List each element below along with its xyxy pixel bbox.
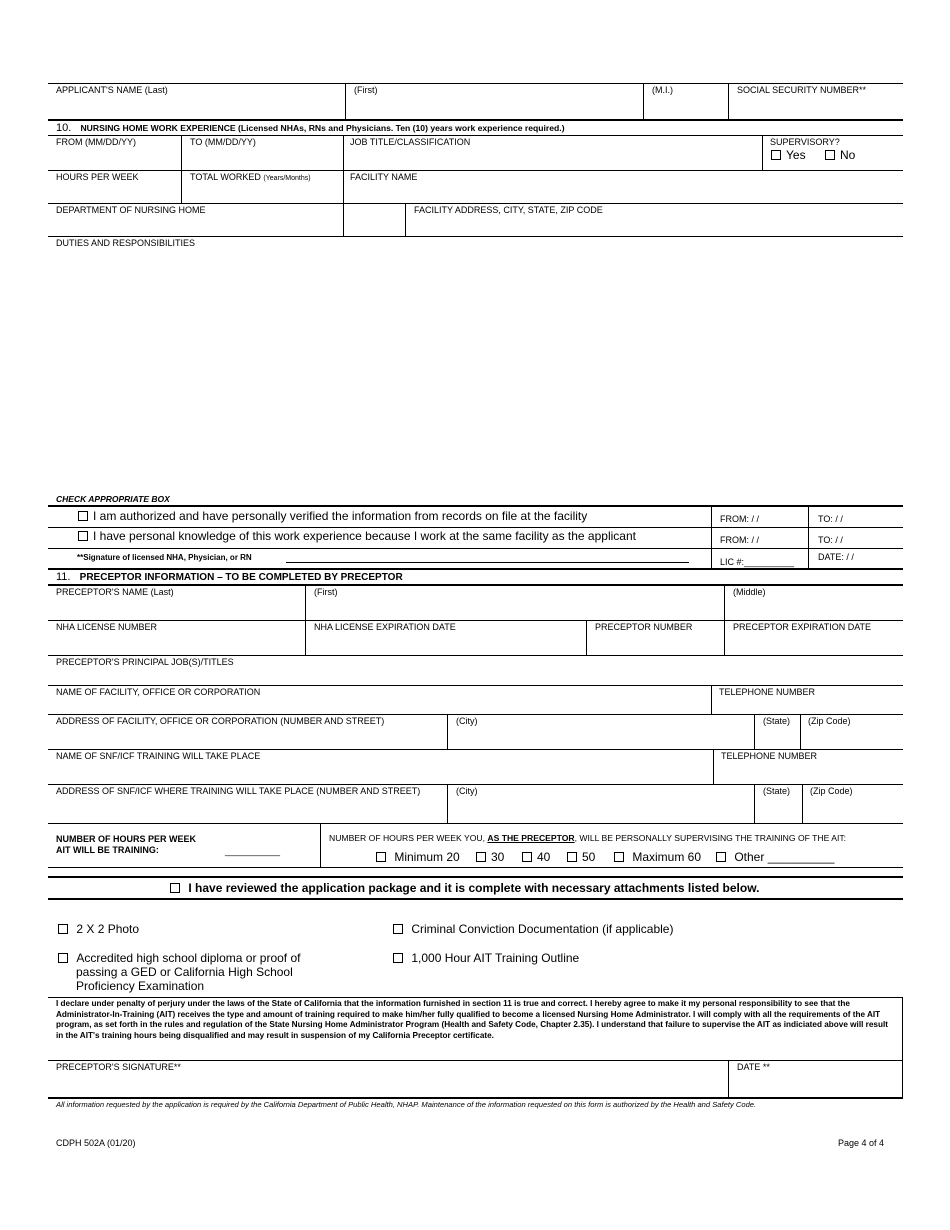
principal-jobs-label: PRECEPTOR'S PRINCIPAL JOB(S)/TITLES bbox=[56, 657, 234, 667]
snf-name-label: NAME OF SNF/ICF TRAINING WILL TAKE PLACE bbox=[56, 751, 261, 761]
photo-label: 2 X 2 Photo bbox=[76, 922, 140, 936]
zip2-label: (Zip Code) bbox=[810, 786, 853, 796]
section-11-number: 11. bbox=[56, 571, 71, 583]
preceptor-exp-label: PRECEPTOR EXPIRATION DATE bbox=[733, 622, 872, 632]
photo-item[interactable] bbox=[58, 922, 139, 936]
page-number: Page 4 of 4 bbox=[838, 1138, 885, 1148]
department-label: DEPARTMENT OF NURSING HOME bbox=[56, 205, 206, 215]
preceptor-middle-label: (Middle) bbox=[733, 587, 766, 597]
applicant-first-label: (First) bbox=[354, 85, 378, 95]
hours-option-30[interactable] bbox=[476, 850, 504, 864]
diploma-item[interactable] bbox=[58, 951, 300, 965]
outline-label: 1,000 Hour AIT Training Outline bbox=[411, 951, 580, 965]
h40-checkbox[interactable] bbox=[522, 852, 532, 862]
verified-checkbox[interactable] bbox=[78, 511, 88, 521]
ait-hours-blank[interactable]: ___________ bbox=[225, 846, 281, 856]
hours-option-min20[interactable] bbox=[376, 850, 460, 864]
diploma-label-line2: passing a GED or California High School bbox=[76, 965, 293, 979]
supervisory-yes-option[interactable] bbox=[771, 148, 806, 162]
supervisory-no-option[interactable] bbox=[825, 148, 855, 162]
to-date-label: TO (MM/DD/YY) bbox=[190, 137, 256, 147]
yes-checkbox[interactable] bbox=[771, 150, 781, 160]
total-worked-label bbox=[190, 172, 311, 184]
city1-label: (City) bbox=[456, 716, 478, 726]
to2-label: TO: / / bbox=[818, 535, 843, 545]
section-10-title: NURSING HOME WORK EXPERIENCE (Licensed NHAs, RNs and Physicians. Ten (10) years work experience required.) bbox=[80, 123, 565, 133]
ait-hours-line1: NUMBER OF HOURS PER WEEK bbox=[56, 834, 197, 844]
telephone1-label: TELEPHONE NUMBER bbox=[719, 687, 816, 697]
section-10-heading bbox=[56, 122, 565, 135]
max60-checkbox[interactable] bbox=[614, 852, 624, 862]
outline-checkbox[interactable] bbox=[393, 953, 403, 963]
outline-item[interactable] bbox=[393, 951, 579, 965]
supervising-label-pre: NUMBER OF HOURS PER WEEK YOU, bbox=[329, 833, 488, 843]
verified-option[interactable] bbox=[78, 509, 587, 523]
snf-address-label: ADDRESS OF SNF/ICF WHERE TRAINING WILL TAKE PLACE (NUMBER AND STREET) bbox=[56, 786, 421, 796]
personal-knowledge-checkbox[interactable] bbox=[78, 531, 88, 541]
preceptor-signature-label: PRECEPTOR'S SIGNATURE** bbox=[56, 1062, 181, 1072]
hours-option-50[interactable] bbox=[567, 850, 595, 864]
date-label: DATE: / / bbox=[818, 552, 854, 562]
nha-exp-label: NHA LICENSE EXPIRATION DATE bbox=[314, 622, 456, 632]
hours-per-week-label: HOURS PER WEEK bbox=[56, 172, 139, 182]
personal-knowledge-option[interactable] bbox=[78, 529, 636, 543]
max60-label: Maximum 60 bbox=[632, 850, 702, 864]
facility-office-address-label: ADDRESS OF FACILITY, OFFICE OR CORPORATION (NUMBER AND STREET) bbox=[56, 716, 385, 726]
personal-knowledge-label: I have personal knowledge of this work experience because I work at the same facility as the applicant bbox=[93, 529, 636, 543]
yes-label: Yes bbox=[786, 148, 806, 162]
verified-label: I am authorized and have personally verified the information from records on file at the facility bbox=[93, 509, 588, 523]
hours-option-max60[interactable] bbox=[614, 850, 701, 864]
from1-label: FROM: / / bbox=[720, 514, 759, 524]
telephone2-label: TELEPHONE NUMBER bbox=[721, 751, 818, 761]
supervisory-label: SUPERVISORY? bbox=[770, 137, 840, 147]
section-11-title: PRECEPTOR INFORMATION – TO BE COMPLETED BY PRECEPTOR bbox=[79, 572, 403, 583]
total-worked-text: TOTAL WORKED bbox=[190, 172, 261, 182]
h40-label: 40 bbox=[537, 850, 551, 864]
state2-label: (State) bbox=[763, 786, 791, 796]
criminal-label: Criminal Conviction Documentation (if applicable) bbox=[411, 922, 674, 936]
supervising-label-emphasis: AS THE PRECEPTOR bbox=[487, 833, 575, 843]
job-title-label: JOB TITLE/CLASSIFICATION bbox=[350, 137, 471, 147]
applicant-mi-label: (M.I.) bbox=[652, 85, 673, 95]
hours-option-other[interactable] bbox=[716, 850, 834, 864]
signature-label: **Signature of licensed NHA, Physician, or RN bbox=[77, 553, 252, 562]
review-statement-text: I have reviewed the application package and it is complete with necessary attachments listed below. bbox=[188, 881, 760, 895]
section-11-heading bbox=[56, 571, 403, 584]
supervising-label bbox=[329, 833, 846, 844]
ssn-label: SOCIAL SECURITY NUMBER** bbox=[737, 85, 867, 95]
hours-option-40[interactable] bbox=[522, 850, 550, 864]
ait-hours-line2: AIT WILL BE TRAINING: bbox=[56, 845, 159, 855]
other-label: Other __________ bbox=[734, 850, 835, 864]
check-box-heading: CHECK APPROPRIATE BOX bbox=[56, 494, 170, 504]
review-statement[interactable] bbox=[170, 881, 759, 895]
h50-checkbox[interactable] bbox=[567, 852, 577, 862]
h30-checkbox[interactable] bbox=[476, 852, 486, 862]
preceptor-first-label: (First) bbox=[314, 587, 338, 597]
signature-line[interactable] bbox=[286, 562, 689, 563]
diploma-checkbox[interactable] bbox=[58, 953, 68, 963]
diploma-label-line3: Proficiency Examination bbox=[76, 979, 205, 993]
to1-label: TO: / / bbox=[818, 514, 843, 524]
no-label: No bbox=[840, 148, 856, 162]
facility-name-label: FACILITY NAME bbox=[350, 172, 418, 182]
facility-address-label: FACILITY ADDRESS, CITY, STATE, ZIP CODE bbox=[414, 205, 603, 215]
supervising-label-post: , WILL BE PERSONALLY SUPERVISING THE TRAINING OF THE AIT: bbox=[574, 833, 847, 843]
section-10-number: 10. bbox=[56, 122, 72, 134]
applicant-last-label: APPLICANT'S NAME (Last) bbox=[56, 85, 168, 95]
min20-label: Minimum 20 bbox=[394, 850, 460, 864]
zip1-label: (Zip Code) bbox=[808, 716, 851, 726]
from-date-label: FROM (MM/DD/YY) bbox=[56, 137, 136, 147]
duties-label: DUTIES AND RESPONSIBILITIES bbox=[56, 238, 196, 248]
signature-date-label: DATE ** bbox=[737, 1062, 770, 1072]
preceptor-number-label: PRECEPTOR NUMBER bbox=[595, 622, 693, 632]
criminal-checkbox[interactable] bbox=[393, 924, 403, 934]
footer-notice: All information requested by the application is required by the California Department of Public Health, NHAP. Maintenance of the information requested on this form is authorized by the Health and Safety Code. bbox=[56, 1100, 757, 1109]
lic-label: LIC #:__________ bbox=[720, 557, 795, 567]
declaration-text: I declare under penalty of perjury under the laws of the State of California that the information furnished in section 11 is true and correct. I hereby agree to make it my personal responsibility to see that the Administrator-In-Training (AIT) receives the type and amount of training required to make him/her fully qualified to become a licensed Nursing Home Administrator. I will comply with all the requirements of the AIT program, as set forth in the rules and regulation of the State Nursing Home Administrator Program (Health and Safety Code, Chapter 2.35). I understand that failure to supervise the AIT as indiciated above will result in the AIT's training hours being disqualified and may result in suspension of my California Preceptor certificate. bbox=[56, 999, 888, 1040]
h30-label: 30 bbox=[491, 850, 505, 864]
criminal-item[interactable] bbox=[393, 922, 673, 936]
no-checkbox[interactable] bbox=[825, 150, 835, 160]
diploma-label-line1: Accredited high school diploma or proof of bbox=[76, 951, 301, 965]
photo-checkbox[interactable] bbox=[58, 924, 68, 934]
state1-label: (State) bbox=[763, 716, 791, 726]
facility-office-name-label: NAME OF FACILITY, OFFICE OR CORPORATION bbox=[56, 687, 261, 697]
from2-label: FROM: / / bbox=[720, 535, 759, 545]
preceptor-last-label: PRECEPTOR'S NAME (Last) bbox=[56, 587, 174, 597]
h50-label: 50 bbox=[582, 850, 596, 864]
other-checkbox[interactable] bbox=[716, 852, 726, 862]
nha-license-label: NHA LICENSE NUMBER bbox=[56, 622, 158, 632]
city2-label: (City) bbox=[456, 786, 478, 796]
min20-checkbox[interactable] bbox=[376, 852, 386, 862]
review-checkbox[interactable] bbox=[170, 883, 180, 893]
form-id: CDPH 502A (01/20) bbox=[56, 1138, 136, 1148]
total-worked-units: (Years/Months) bbox=[263, 175, 311, 182]
